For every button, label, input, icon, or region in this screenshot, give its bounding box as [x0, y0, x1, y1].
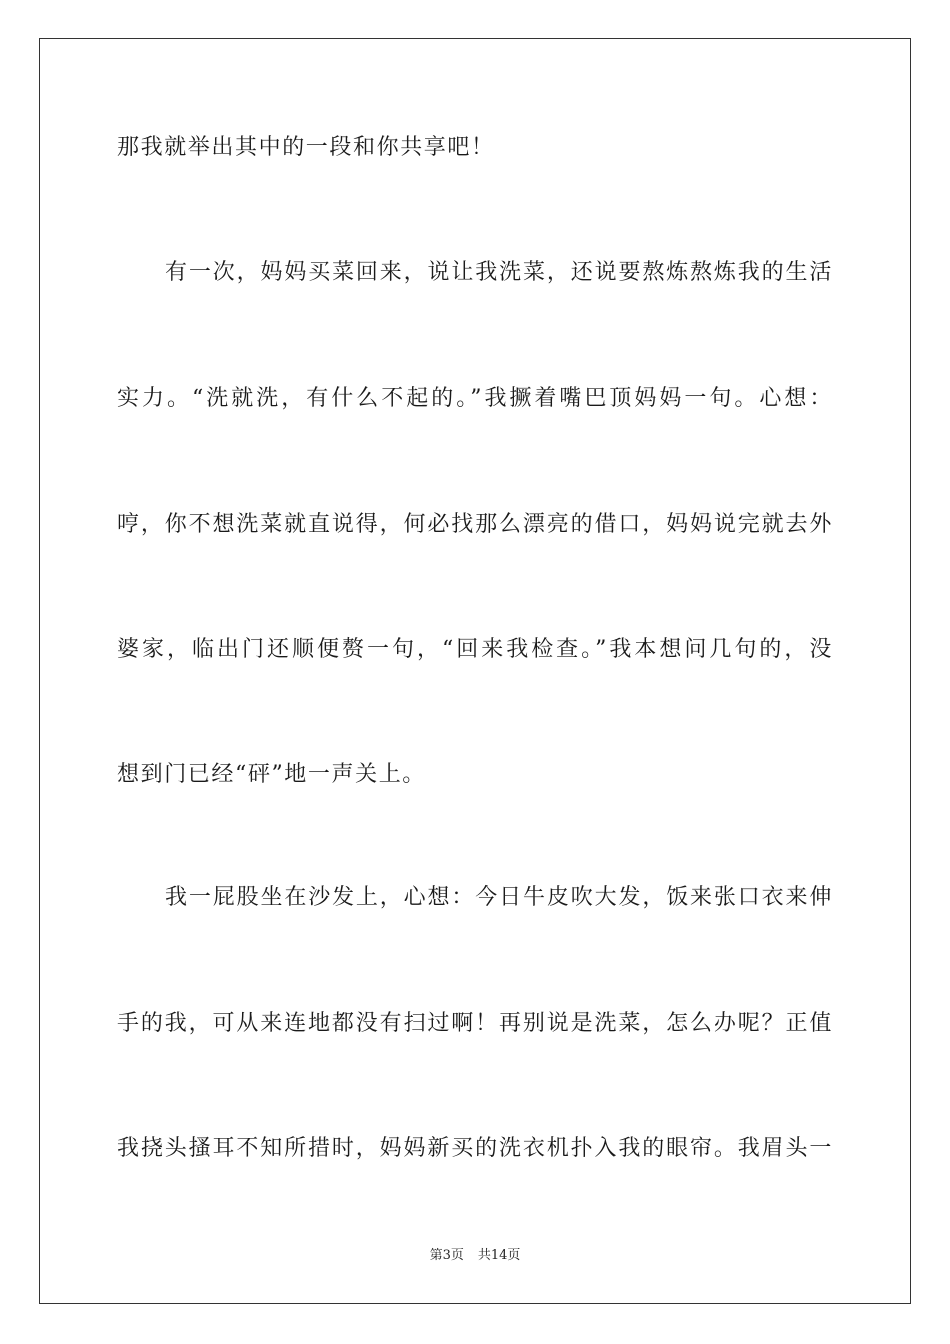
page-number: 第3页	[429, 1248, 464, 1263]
paragraph-start-line: 有一次，妈妈买菜回来，说让我洗菜，还说要熬炼熬炼我的生活	[165, 260, 833, 285]
total-pages: 共14页	[477, 1248, 521, 1263]
text-line: 哼，你不想洗菜就直说得，何必找那么漂亮的借口，妈妈说完就去外	[117, 512, 833, 537]
text-line: 那我就举出其中的一段和你共享吧！	[117, 135, 495, 160]
text-line: 实力。“洗就洗，有什么不起的。”我撅着嘴巴顶妈妈一句。心想：	[117, 386, 833, 411]
page-footer	[0, 1247, 950, 1265]
text-line: 婆家，临出门还顺便赘一句，“回来我检查。”我本想问几句的，没	[117, 637, 833, 662]
page-border	[39, 38, 911, 1304]
text-line: 我挠头搔耳不知所措时，妈妈新买的洗衣机扑入我的眼帘。我眉头一	[117, 1136, 833, 1161]
text-line: 想到门已经“砰”地一声关上。	[117, 762, 426, 787]
text-line: 手的我，可从来连地都没有扫过啊！再别说是洗菜，怎么办呢？正值	[117, 1011, 833, 1036]
paragraph-start-line: 我一屁股坐在沙发上，心想：今日牛皮吹大发，饭来张口衣来伸	[165, 885, 833, 910]
